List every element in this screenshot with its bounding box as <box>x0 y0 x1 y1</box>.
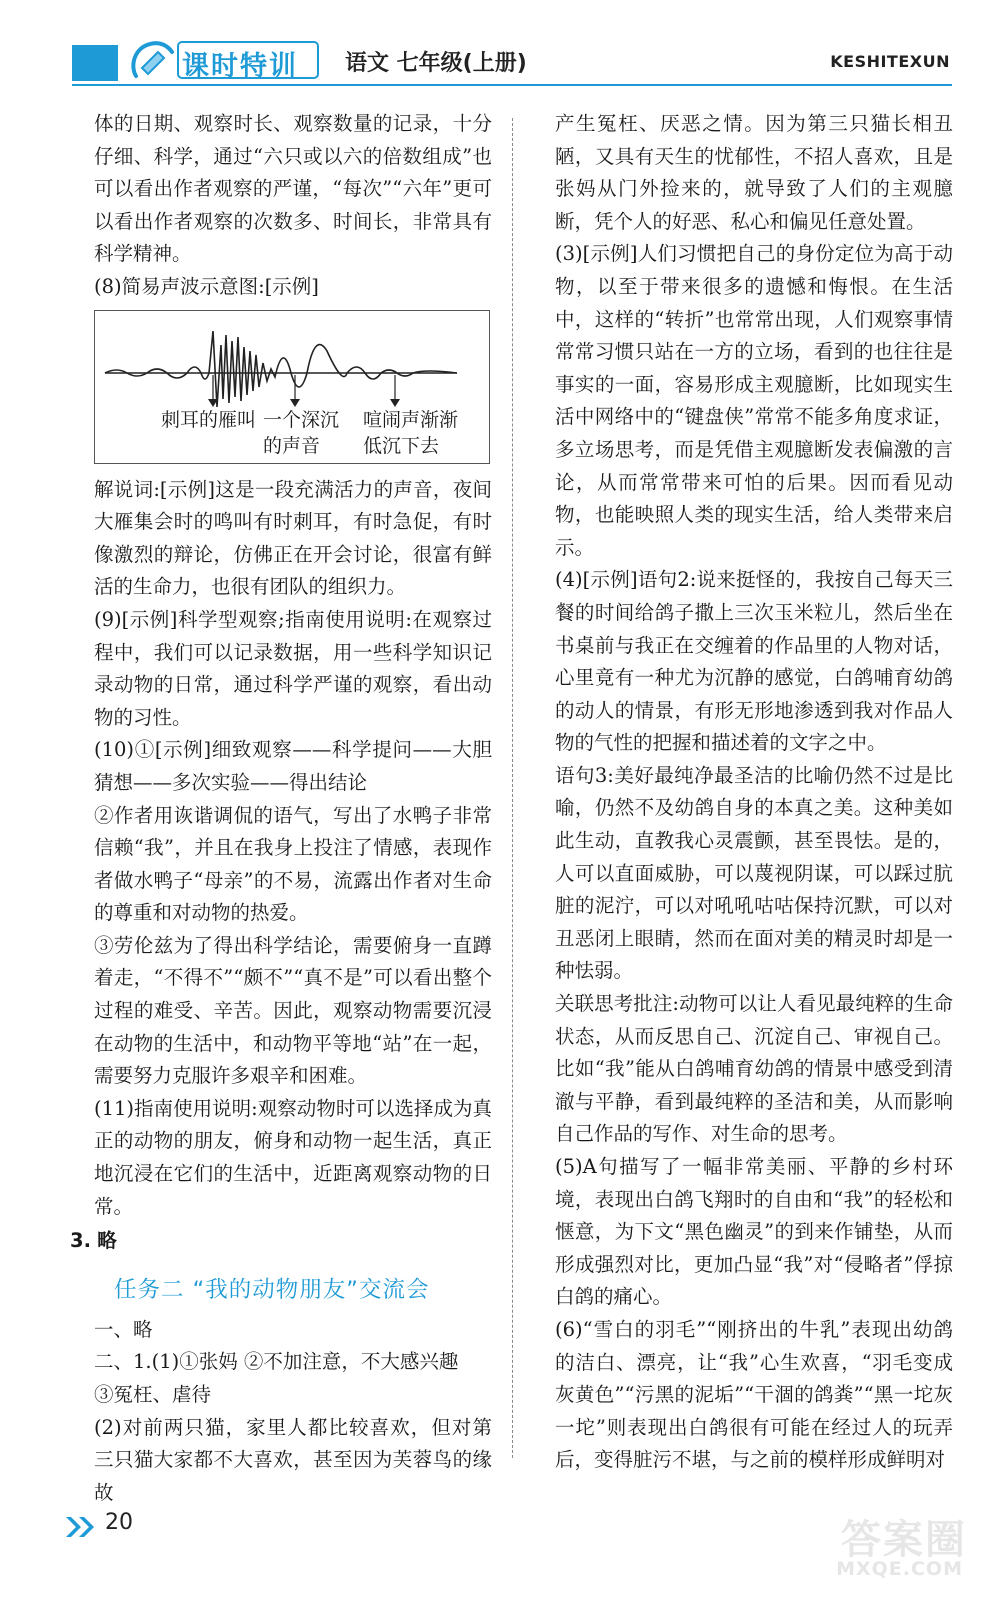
paragraph: 产生冤枉、厌恶之情。因为第三只猫长相丑陋，又具有天生的忧郁性，不招人喜欢，且是张妈从门外捡来的，就导致了人们的主观臆断，凭个人的好恶、私心和偏见任意处置。 <box>555 112 953 233</box>
sound-wave-diagram <box>94 310 490 464</box>
watermark-url: MXQE.COM <box>836 1558 963 1580</box>
item-3 <box>70 1225 492 1258</box>
diagram-label: 的声音 <box>263 434 321 457</box>
diagram-label: 喧闹声渐渐 <box>363 408 459 431</box>
paragraph: 体的日期、观察时长、观察数量的记录，十分仔细、科学，通过“六只或以六的倍数组成”也可以看出作者观察的严谨，“每次”“六年”更可以看出作者观察的次数多、时间长，非常具有科学精神。 <box>94 112 492 266</box>
item-number: 3. <box>70 1229 91 1253</box>
paragraph: (3)[示例]人们习惯把自己的身份定位为高于动物，以至于带来很多的遗憾和悔恨。在生活中，这样的“转折”也常常出现，人们观察事情常常习惯只站在一方的立场，看到的也往往是事实的一面，容易形成主观臆断，比如现实生活中网络中的“键盘侠”常常不能多角度求证，多立场思考，而是凭借主观臆断发表偏激的言论，从而常常带来可怕的后果。因而看见动物，也能映照人类的现实生活，给人类带来启示。 <box>555 242 953 559</box>
logo-text: 课时特训 <box>182 51 298 82</box>
paragraph: (8)简易声波示意图:[示例] <box>94 274 319 298</box>
paragraph: (2)对前两只猫，家里人都比较喜欢，但对第三只猫大家都不大喜欢，甚至因为芙蓉鸟的缘故 <box>94 1415 492 1504</box>
paragraph: (9)[示例]科学型观察;指南使用说明:在观察过程中，我们可以记录数据，用一些科学知识记录动物的日常，通过科学严谨的观察，看出动物的习性。 <box>94 607 492 729</box>
item-text: 略 <box>97 1229 117 1253</box>
header-color-block <box>72 45 118 81</box>
paragraph: 解说词:[示例]这是一段充满活力的声音，夜间大雁集会时的鸣叫有时刺耳，有时急促，有时像激烈的辩论，仿佛正在开会讨论，很富有鲜活的生命力，也很有团队的组织力。 <box>94 477 492 599</box>
paragraph: (10)①[示例]细致观察——科学提问——大胆猜想——多次实验——得出结论 <box>94 738 492 794</box>
paragraph: (11)指南使用说明:观察动物时可以选择成为真正的动物的朋友，俯身和动物一起生活，真正地沉浸在它们的生活中，近距离观察动物的日常。 <box>94 1096 492 1218</box>
diagram-label: 低沉下去 <box>363 434 440 457</box>
paragraph: 关联思考批注:动物可以让人看见最纯粹的生命状态，从而反思自己、沉淀自己、审视自己。比如“我”能从白鸽哺育幼鸽的情景中感受到清澈与平静，看到最纯粹的圣洁和美，从而影响自己作品的写作、对生命的思考。 <box>555 992 953 1146</box>
task-title: 任务二 “我的动物朋友”交流会 <box>114 1276 430 1303</box>
paragraph: ②作者用诙谐调侃的语气，写出了水鸭子非常信赖“我”，并且在我身上投注了情感，表现作者做水鸭子“母亲”的不易，流露出作者对生命的尊重和对动物的热爱。 <box>94 803 492 925</box>
paragraph: ③冤枉、虐待 <box>94 1383 212 1406</box>
page-header <box>0 0 1005 90</box>
column-divider <box>512 118 513 1458</box>
paragraph: ③劳伦兹为了得出科学结论，需要俯身一直蹲着走，“不得不”“颇不”“真不是”可以看出整个过程的难受、辛苦。因此，观察动物需要沉浸在动物的生活中，和动物平等地“站”在一起，需要努力克服许多艰辛和困难。 <box>94 933 492 1088</box>
brand-text: KESHITEXUN <box>830 52 950 71</box>
paragraph: (6)“雪白的羽毛”“刚挤出的牛乳”表现出幼鸽的洁白、漂亮，让“我”心生欢喜，“羽毛变成灰黄色”“污黑的泥垢”“干涸的鸽粪”“黑一坨灰一坨”则表现出白鸽很有可能在经过人的玩弄后，变得脏污不堪，与之前的模样形成鲜明对 <box>555 1317 953 1472</box>
watermark <box>817 1508 967 1588</box>
paragraph: 二、1.(1)①张妈 ②不加注意，不大感兴趣 <box>94 1350 459 1374</box>
right-column <box>555 108 953 1477</box>
paragraph: (4)[示例]语句2:说来挺怪的，我按自己每天三餐的时间给鸽子撒上三次玉米粒儿，然后坐在书桌前与我正在交缠着的作品里的人物对话，心里竟有一种尤为沉静的感觉，白鸽哺育幼鸽的动人的情景，有形无形地渗透到我对作品人物的气性的把握和描述着的文字之中。 <box>555 568 953 755</box>
diagram-label: 一个深沉 <box>263 408 340 431</box>
header-rule <box>72 84 952 86</box>
page-number: 20 <box>105 1510 133 1535</box>
paragraph: 一、略 <box>94 1317 153 1341</box>
paragraph: (5)A句描写了一幅非常美丽、平静的乡村环境，表现出白鸽飞翔时的自由和“我”的轻松和惬意，为下文“黑色幽灵”的到来作铺垫，从而形成强烈对比，更加凸显“我”对“侵略者”俘掠白鸽的痛心。 <box>555 1155 953 1309</box>
left-column <box>70 108 492 1509</box>
double-chevron-icon <box>66 1515 96 1539</box>
diagram-label: 刺耳的雁叫 <box>161 408 257 431</box>
subject-title: 语文 七年级(上册) <box>345 51 527 76</box>
watermark-text: 答案圈 <box>841 1517 967 1563</box>
paragraph: 语句3:美好最纯净最圣洁的比喻仍然不过是比喻，仍然不及幼鸽自身的本真之美。这种美如此生动，直教我心灵震颤，甚至畏怯。是的，人可以直面威胁，可以蔑视阴谋，可以踩过肮脏的泥泞，可以对吼吼咕咕保持沉默，可以对丑恶闭上眼睛，然而在面对美的精灵时却是一种怯弱。 <box>555 763 953 983</box>
